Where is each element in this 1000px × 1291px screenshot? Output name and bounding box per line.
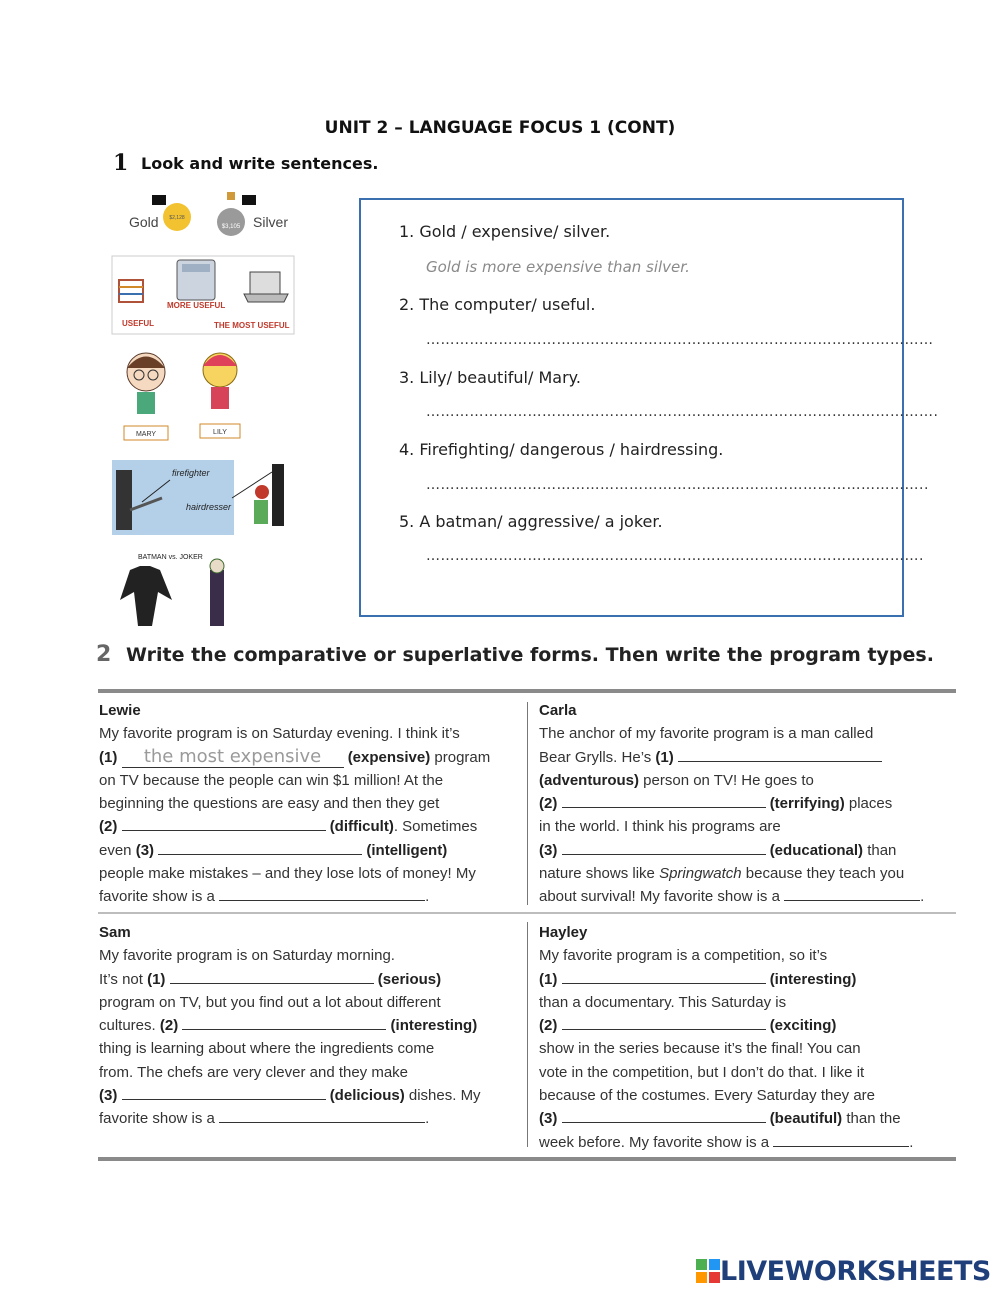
gold-price: $2,128 (169, 215, 185, 221)
lewie-answer-2[interactable] (122, 816, 326, 831)
question-5-answer-input[interactable]: …………………………………………………………………………………………. (426, 548, 924, 564)
carla-line-1: The anchor of my favorite program is a man called (539, 725, 874, 743)
most-useful-label: THE MOST USEFUL (214, 321, 290, 330)
lily-label: LILY (213, 429, 227, 436)
mary-lily-image (124, 353, 240, 440)
mary-label: MARY (135, 431, 157, 438)
question-4-answer-input[interactable]: ………………………………………………………………………………………….. (426, 477, 929, 493)
firefighter-hairdresser-image (112, 460, 284, 535)
sam-line-7: (3) (delicious) dishes. My (99, 1087, 481, 1105)
question-3: 3. Lily/ beautiful/ Mary. (399, 368, 581, 387)
lewie-line-3: on TV because the people can win $1 million! At the (99, 771, 444, 789)
carla-line-3: (adventurous) person on TV! He goes to (539, 771, 814, 789)
hayley-line-5: show in the series because it’s the final! You can (539, 1040, 861, 1058)
column-divider-top (527, 702, 528, 905)
lewie-answer-3[interactable] (158, 840, 362, 855)
section-2-instruction: Write the comparative or superlative forms. Then write the program types. (126, 644, 934, 666)
sam-line-6: from. The chefs are very clever and they make (99, 1063, 409, 1081)
carla-name: Carla (539, 702, 577, 719)
useful-label: USEFUL (122, 319, 154, 328)
section-1-number: 1 (113, 150, 129, 176)
firefighter-label: firefighter (172, 468, 210, 478)
sam-answer-3[interactable] (122, 1085, 326, 1100)
sam-answer-2[interactable] (182, 1015, 386, 1030)
carla-answer-1[interactable] (678, 747, 882, 762)
question-2: 2. The computer/ useful. (399, 295, 596, 314)
lewie-line-1: My favorite program is on Saturday evening. I think it’s (99, 725, 460, 743)
logo-text: LIVEWORKSHEETS (720, 1255, 991, 1287)
hayley-panel (539, 921, 959, 1154)
section-1-instruction: Look and write sentences. (141, 154, 379, 173)
carla-answer-3[interactable] (562, 840, 766, 855)
logo-icon (696, 1259, 720, 1283)
column-divider-bottom (527, 922, 528, 1147)
lewie-panel (99, 699, 519, 909)
silver-price: $3,105 (221, 224, 241, 230)
hayley-line-8: (3) (beautiful) than the (539, 1110, 901, 1128)
gold-label: Gold (129, 214, 159, 230)
lewie-line-6: even (3) (intelligent) (99, 841, 448, 859)
sam-line-2: It’s not (1) (serious) (99, 970, 442, 988)
sam-line-3: program on TV, but you find out a lot about different (99, 993, 441, 1011)
gold-silver-image (129, 192, 288, 236)
hayley-line-6: vote in the competition, but I don’t do that. I like it (539, 1063, 865, 1081)
carla-line-5: in the world. I think his programs are (539, 818, 781, 836)
top-rule (98, 689, 956, 693)
page-title: UNIT 2 – LANGUAGE FOCUS 1 (CONT) (324, 118, 676, 138)
question-2-answer-input[interactable]: …………………………………………………………………………………………… (426, 332, 934, 348)
carla-line-8: about survival! My favorite show is a . (539, 888, 925, 906)
question-4: 4. Firefighting/ dangerous / hairdressing. (399, 440, 724, 459)
hayley-show-type[interactable] (773, 1132, 909, 1147)
lewie-line-5: (2) (difficult). Sometimes (99, 818, 478, 836)
hayley-line-4: (2) (exciting) (539, 1017, 837, 1035)
batman-joker-label: BATMAN vs. JOKER (138, 554, 203, 561)
sam-line-8: favorite show is a . (99, 1110, 430, 1128)
sam-line-5: thing is learning about where the ingredients come (99, 1040, 435, 1058)
lewie-answer-1[interactable]: the most expensive (122, 747, 344, 768)
bottom-rule (98, 1157, 956, 1161)
carla-panel (539, 699, 959, 909)
carla-line-6: (3) (educational) than (539, 841, 897, 859)
hairdresser-label: hairdresser (186, 502, 232, 512)
hayley-answer-3[interactable] (562, 1108, 766, 1123)
lewie-name: Lewie (99, 702, 141, 719)
carla-line-2: Bear Grylls. He’s (1) (539, 746, 959, 769)
more-useful-label: MORE USEFUL (167, 301, 226, 310)
sam-panel (99, 921, 519, 1131)
lewie-line-7: people make mistakes – and they lose lots of money! My (99, 865, 476, 883)
sam-line-1: My favorite program is on Saturday morning. (99, 947, 395, 965)
sam-line-4: cultures. (2) (interesting) (99, 1017, 478, 1035)
carla-answer-2[interactable] (562, 793, 766, 808)
silver-label: Silver (253, 214, 289, 230)
hayley-answer-2[interactable] (562, 1015, 766, 1030)
batman-joker-image (120, 554, 224, 626)
carla-line-4: (2) (terrifying) places (539, 795, 893, 813)
middle-rule (98, 912, 956, 914)
lewie-line-2: (1) the most expensive (expensive) program (99, 745, 491, 767)
question-5: 5. A batman/ aggressive/ a joker. (399, 512, 663, 531)
useful-image (112, 256, 294, 334)
hayley-line-9: week before. My favorite show is a . (539, 1133, 914, 1151)
section-2-number: 2 (96, 642, 112, 667)
lewie-line-8: favorite show is a . (99, 888, 430, 906)
hayley-name: Hayley (539, 924, 588, 941)
question-3-answer-input[interactable]: ……………………………………………………………………………………………. (426, 404, 939, 420)
hayley-line-7: because of the costumes. Every Saturday they are (539, 1087, 876, 1105)
hayley-line-1: My favorite program is a competition, so it’s (539, 947, 828, 965)
hayley-line-2: (1) (interesting) (539, 970, 857, 988)
question-1-example-answer: Gold is more expensive than silver. (426, 258, 690, 276)
carla-line-7: nature shows like Springwatch because they teach you (539, 865, 905, 883)
lewie-show-type[interactable] (219, 886, 425, 901)
sam-name: Sam (99, 924, 131, 941)
carla-show-type[interactable] (784, 886, 920, 901)
sam-show-type[interactable] (219, 1108, 425, 1123)
question-1: 1. Gold / expensive/ silver. (399, 222, 611, 241)
hayley-line-3: than a documentary. This Saturday is (539, 993, 787, 1011)
picture-column (112, 180, 300, 635)
lewie-line-4: beginning the questions are easy and then they get (99, 795, 440, 813)
liveworksheets-logo[interactable] (696, 1254, 991, 1288)
sam-answer-1[interactable] (170, 969, 374, 984)
hayley-answer-1[interactable] (562, 969, 766, 984)
